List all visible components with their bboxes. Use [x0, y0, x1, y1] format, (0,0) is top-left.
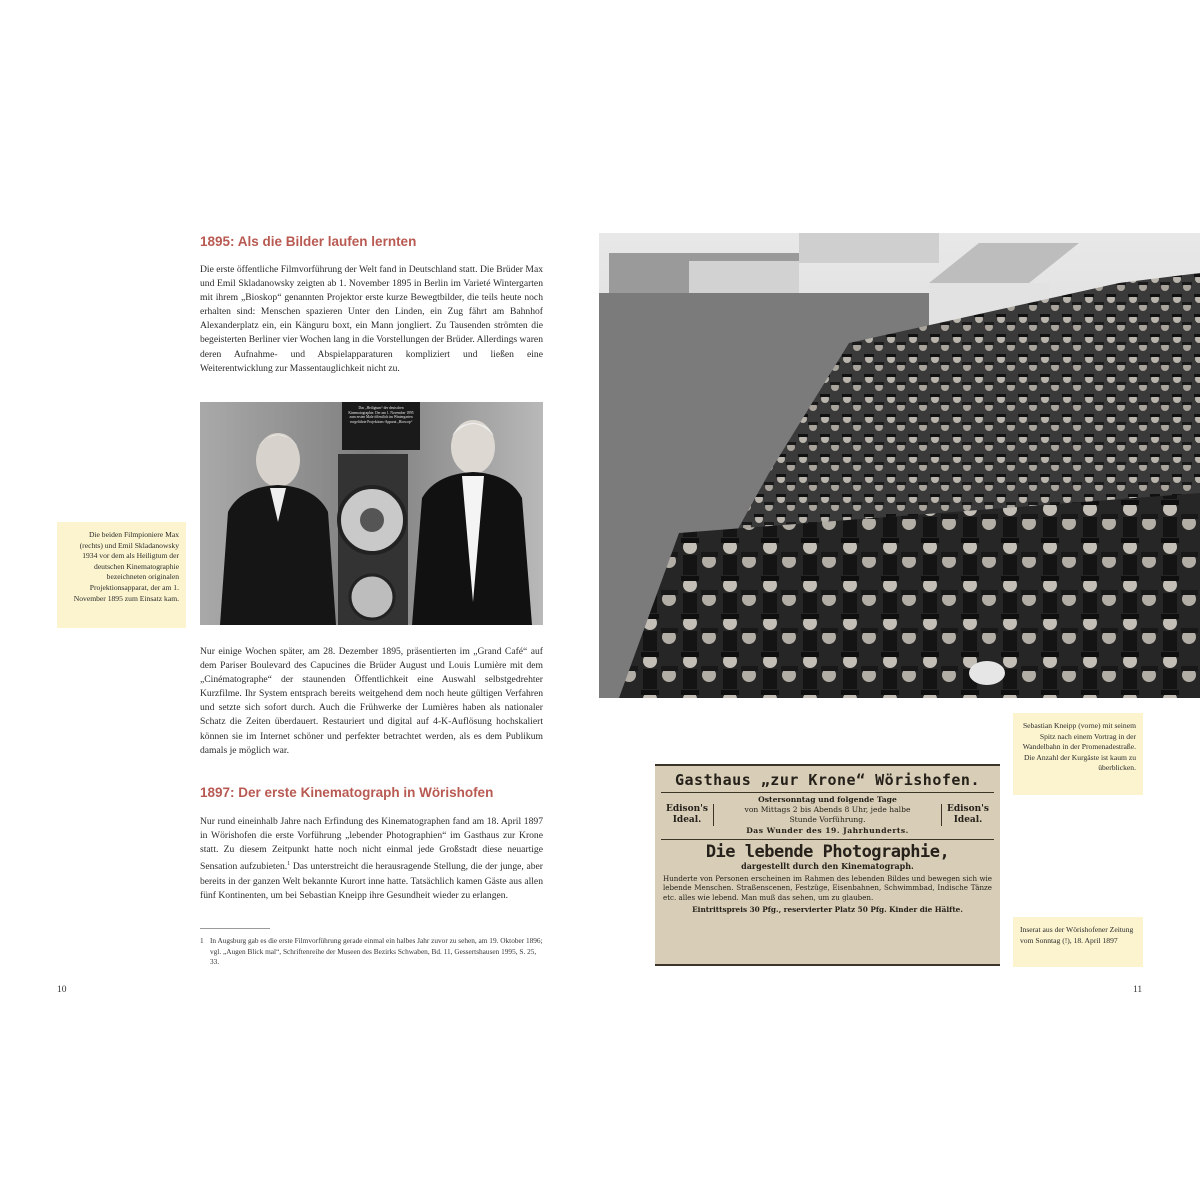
paragraph-woerishofen-text: Nur rund eineinhalb Jahre nach Erfindung des Kinematographen fand am 18. April 1897 in Wörishofen die erste Vorführung „lebender Photographien“ im Gasthaus zur Krone statt. Zu diesem Zeitpunkt hatte noch nicht einmal jede Großstadt diese neuartige Sensation aufzubieten. [200, 816, 543, 873]
ad-side-right: Edison's Ideal. [941, 804, 994, 826]
caption-kneipp: Sebastian Kneipp (vorne) mit seinem Spitz nach einem Vortrag in der Wandelbahn in der Promenadestraße. Die Anzahl der Kurgäste ist kaum zu überblicken. [1013, 713, 1143, 795]
page-number-left: 10 [57, 985, 67, 995]
projector-sign: Das „Heiligtum“ der deutschen Kinematographie. Der am 1. November 1895 zum ersten Male öffentlich im Wintergarten vorgeführte Projektions-Apparat „Bioscop“ [348, 406, 414, 424]
paragraph-bioskop: Die erste öffentliche Filmvorführung der Welt fand in Deutschland statt. Die Brüder Max und Emil Skladanowsky zeigten ab 1. November 1895 in Berlin im Varieté Wintergarten mit ihrem „Bioskop“ genannten Projektor erste kurze Bewegtbilder, die teils heute noch erhalten sind: Menschen spazieren Unter den Linden, ein Zug fährt am Bahnhof Alexanderplatz ein, ein Känguru boxt, ein Mann jongliert. Zu Tausenden strömten die begeisterten Berliner vier Wochen lang in die Vorstellungen der Brüder. Allerdings waren deren Aufnahme- und Abspielapparaturen kompliziert und ließen eine Weiterentwicklung zur Massentauglichkeit nicht zu. [200, 264, 543, 374]
ad-subline: dargestellt durch den Kinematograph. [741, 860, 914, 871]
photo-kneipp-crowd [599, 233, 1200, 698]
photo-skladanowsky-brothers [200, 402, 543, 625]
footnote-marker: 1 [200, 936, 204, 945]
ad-line-2: von Mittags 2 bis Abends 8 Uhr, jede halbe [744, 805, 911, 815]
newspaper-advertisement [655, 764, 1000, 966]
photo-skladanowsky-illustration [200, 402, 543, 625]
caption-skladanowsky: Die beiden Filmpioniere Max (rechts) und Emil Skladanowsky 1934 vor dem als Heiligtum der deutschen Kinematographie bezeichneten originalen Projektionsapparat, der am 1. November 1895 zum Einsatz kam. [57, 522, 186, 628]
ad-body: Hunderte von Personen erscheinen im Rahmen des lebenden Bildes und bewegen sich wie lebende Menschen. Straßenscenen, Festzüge, Eisenbahnen, Schwimmbad, Indische Tänze etc. alles wie lebend. Man muß das sehen, um zu glauben. [663, 873, 992, 902]
ad-title: Gasthaus „zur Krone“ Wörishofen. [661, 766, 994, 793]
ad-side-left: Edison's Ideal. [661, 804, 714, 826]
footnote-ref: 1 [287, 861, 291, 868]
caption-advertisement: Inserat aus der Wörishofener Zeitung vom Sonntag (!), 18. April 1897 [1013, 917, 1143, 967]
ad-line-4: Das Wunder des 19. Jahrhunderts. [746, 825, 909, 835]
photo-crowd-illustration [599, 233, 1200, 698]
ad-line-1: Ostersonntag und folgende Tage [758, 795, 897, 804]
paragraph-woerishofen [200, 815, 543, 903]
ad-line-3: Stunde Vorführung. [789, 815, 866, 825]
paragraph-lumiere: Nur einige Wochen später, am 28. Dezember 1895, präsentierten im „Grand Café“ auf dem Pariser Boulevard des Capucines die Brüder August und Louis Lumière mit dem „Cinématographe“ der staunenden Öffentlichkeit eine Auswahl selbstgedrehter Kurzfilme. Ihr System entsprach bereits weitgehend dem noch heute gültigen Verfahren und setzte sich sofort durch. Auch die Frühwerke der Lumières haben als nationaler Schatz die Zeiten überdauert. Restauriert und digital auf 4-K-Auflösung hochskaliert können sie im Internet schöner und perfekter betrachtet werden, als es dem Publikum damals je möglich war. [200, 646, 543, 756]
footnote-rule [200, 928, 270, 929]
ad-headline: Die lebende Photographie, [705, 841, 950, 862]
footnote-text: In Augsburg gab es die erste Filmvorführung gerade einmal ein halbes Jahr zuvor zu sehen, am 19. Oktober 1896; vgl. „Augen Blick mal“, Schriftenreihe der Museen des Bezirks Schwaben, Bd. 11, Gessertshausen 1995, S. 25, 33. [210, 936, 543, 966]
page-number-right: 11 [1133, 985, 1143, 995]
ad-price: Eintrittspreis 30 Pfg., reservierter Platz 50 Pfg. Kinder die Hälfte. [692, 904, 963, 914]
paragraph-woerishofen-cont: Das unterstreicht die herausragende Stellung, die der junge, aber bereits in der ganzen Welt bekannte Kurort inne hatte. Tatsächlich kamen Gäste aus allen fünf Kontinenten, um bei Sebastian Kneipp ihre Gesundheit wieder zu erlangen. [200, 861, 543, 901]
section-heading-1895: 1895: Als die Bilder laufen lernten [200, 234, 417, 249]
section-heading-1897: 1897: Der erste Kinematograph in Wörishofen [200, 785, 494, 800]
